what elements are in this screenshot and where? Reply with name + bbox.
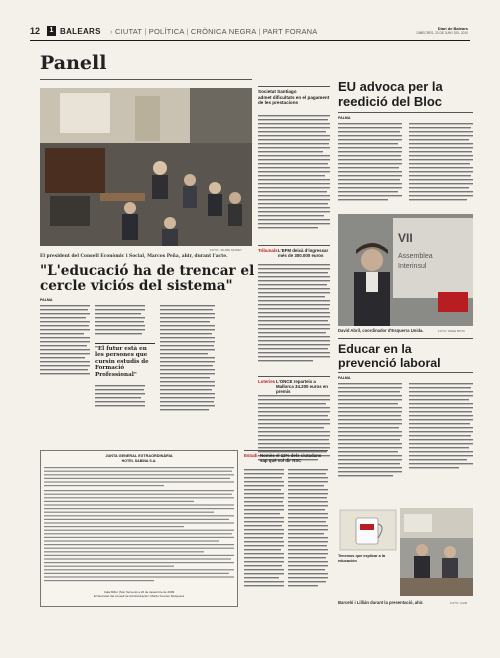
santiago-body — [258, 113, 330, 238]
conference-photo-illustration — [40, 88, 252, 246]
conference-photo — [40, 88, 252, 246]
svg-text:VII: VII — [398, 231, 413, 245]
panell-photo-credit: FOTO: JAUME MOREY — [210, 248, 242, 252]
side-rule-4 — [244, 450, 328, 451]
body-text-lines — [258, 113, 330, 238]
svg-text:Assemblea: Assemblea — [398, 253, 433, 260]
panell-caption: El president del Consell Econòmic i Social, Marcos Peña, ahir, durant l'acte. — [40, 254, 228, 259]
main-dateline: PALMA — [40, 298, 53, 302]
subsection-ciutat: CIUTAT — [115, 27, 143, 36]
eu-photo-illustration — [338, 214, 473, 326]
publication-name: Diari de Balears — [437, 26, 468, 31]
page-number: 12 — [30, 26, 41, 36]
panell-rule — [40, 79, 252, 80]
educar-body — [338, 381, 473, 491]
eu-body — [338, 121, 473, 211]
educar-photo — [400, 508, 473, 596]
educar-rule-top — [338, 338, 473, 339]
notice-title: JUNTA GENERAL EXTRAORDINÀRIA — [105, 454, 173, 458]
main-body-col-1 — [40, 303, 90, 443]
notice-text-lines — [44, 465, 234, 589]
eu-caption: David Abril, coordinador d'Esquerra Unida. — [338, 328, 424, 333]
eu-dateline: PALMA — [338, 116, 351, 120]
header-rule — [30, 40, 470, 41]
section-badge: 1 — [47, 26, 56, 36]
santiago-kicker: Societat Santiago — [258, 89, 297, 94]
body-text-lines — [40, 303, 90, 443]
svg-text:Interinsul: Interinsul — [398, 263, 427, 270]
body-text-lines — [95, 383, 145, 443]
loteries-kicker: Loteries — [258, 379, 276, 384]
side-rule-2 — [258, 245, 330, 246]
educar-photo-illustration — [400, 508, 473, 596]
tribunals-kicker: Tribunals — [258, 248, 278, 253]
body-text-lines — [258, 262, 330, 372]
estudi-kicker: Estudi — [244, 453, 258, 458]
main-headline: "L'educació ha de trencar el cercle viciós del sistema" — [40, 263, 255, 294]
page-header — [30, 26, 470, 38]
eu-headline: EU advoca per la reedició del Bloc — [338, 79, 443, 109]
promo-box — [338, 508, 398, 598]
main-body-col-2b — [95, 383, 145, 443]
notice-footer: Cala Millor (Son Servera) a 22 de desembre de 2009 El Secretari del consell de Administración: Martin Kosmer Mosquera — [93, 590, 185, 598]
body-text-lines — [160, 303, 215, 443]
pullquote: "El futur està en les persones que cursin estudis de Formació Professional" — [95, 343, 155, 378]
subsection-cronica: CRÒNICA NEGRA — [190, 27, 257, 36]
publication-date: DIMECRES, 23 DE JUNY DEL 2010 — [416, 31, 468, 35]
subsection-politica: POLÍTICA — [148, 27, 185, 36]
educar-caption: Barceló i Lillián durant la presentació, ahir. — [338, 600, 424, 605]
panell-title: Panell — [40, 52, 107, 74]
main-body-col-3 — [160, 303, 215, 443]
tribunals-title: L'EFM deixà d'ingressar més de 300.000 euros — [278, 248, 329, 258]
educar-dateline: PALMA — [338, 376, 351, 380]
santiago-title: admet dificultats en el pagament de les prestacions — [258, 95, 330, 106]
eu-rule — [338, 112, 473, 113]
tribunals-body — [258, 262, 330, 372]
notice-subtitle: HOTEL SABINA S.A. — [121, 459, 157, 463]
side-rule-3 — [258, 376, 330, 377]
educar-rule — [338, 372, 473, 373]
body-text-lines — [244, 467, 328, 607]
estudi-body — [244, 467, 328, 607]
body-text-lines — [338, 381, 473, 491]
section-name: BALEARS — [60, 27, 101, 36]
educar-headline: Educar en la prevenció laboral — [338, 342, 441, 370]
subsection-nav: › CIUTAT | POLÍTICA | CRÒNICA NEGRA | PART FORANA — [110, 27, 318, 36]
promo-text: Tenemos que explicar a la educación — [338, 554, 385, 563]
eu-photo-credit: FOTO: PERE BOTA — [438, 329, 465, 333]
educar-photo-credit: FOTO: CAIB — [450, 601, 467, 605]
subsection-part-forana: PART FORANA — [262, 27, 318, 36]
body-text-lines — [338, 121, 473, 211]
eu-photo — [338, 214, 473, 326]
legal-notice — [40, 450, 238, 607]
promo-icon — [338, 508, 398, 553]
loteries-title: L'ONCE reparteix a Mallorca 34.200 euros en premis — [276, 379, 328, 394]
estudi-title: Nomès el 12% dels ciutadans sap què vol dir RSC — [260, 453, 322, 463]
side-rule-1 — [258, 86, 330, 87]
